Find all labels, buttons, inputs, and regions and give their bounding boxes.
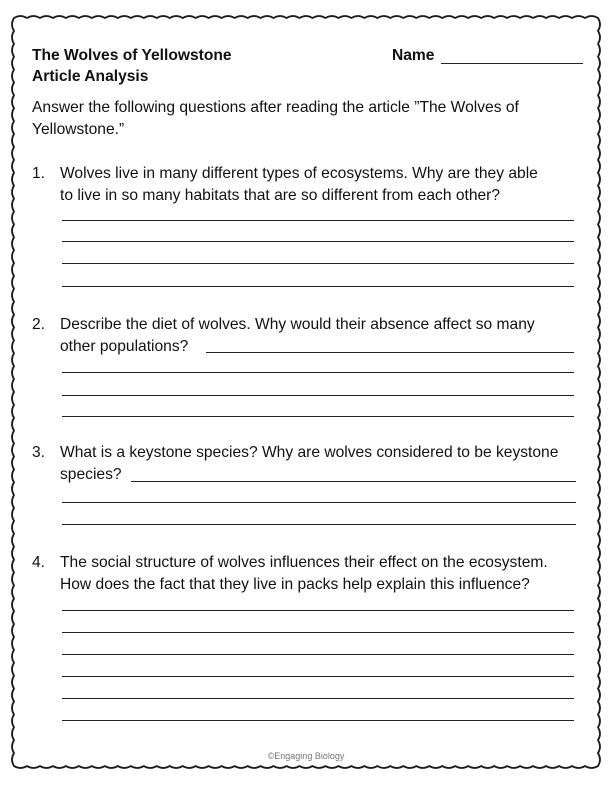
question-3-answer-line[interactable] bbox=[62, 524, 576, 525]
name-label: Name bbox=[392, 47, 435, 64]
question-4-answer-line[interactable] bbox=[62, 632, 574, 633]
question-4-answer-line[interactable] bbox=[62, 720, 574, 721]
question-3-text-line-1: What is a keystone species? Why are wolves considered to be keystone bbox=[60, 444, 559, 461]
worksheet-subtitle: Article Analysis bbox=[32, 68, 149, 85]
worksheet-title: The Wolves of Yellowstone bbox=[32, 47, 232, 64]
question-3-text-line-2: species? bbox=[60, 466, 122, 483]
question-3-inline-answer-line[interactable] bbox=[131, 481, 576, 482]
question-1-text-line-1: Wolves live in many different types of ecosystems. Why are they able bbox=[60, 165, 538, 182]
question-4-text-line-1: The social structure of wolves influences their effect on the ecosystem. bbox=[60, 554, 548, 571]
question-2-text-line-2: other populations? bbox=[60, 338, 189, 355]
question-1-answer-line[interactable] bbox=[62, 241, 574, 242]
question-1-text-line-2: to live in so many habitats that are so different from each other? bbox=[60, 187, 501, 204]
question-3-answer-line[interactable] bbox=[62, 502, 576, 503]
question-4-answer-line[interactable] bbox=[62, 698, 574, 699]
question-1-answer-line[interactable] bbox=[62, 286, 574, 287]
instructions-line-2: Yellowstone.” bbox=[32, 121, 125, 138]
question-2-number: 2. bbox=[32, 316, 46, 333]
question-1-answer-line[interactable] bbox=[62, 263, 574, 264]
name-blank-line[interactable] bbox=[441, 63, 583, 64]
question-4-answer-line[interactable] bbox=[62, 654, 574, 655]
instructions-line-1: Answer the following questions after reading the article ”The Wolves of bbox=[32, 99, 519, 116]
question-1-answer-line[interactable] bbox=[62, 220, 574, 221]
question-1-number: 1. bbox=[32, 165, 46, 182]
question-4-answer-line[interactable] bbox=[62, 676, 574, 677]
question-2-answer-line[interactable] bbox=[62, 372, 574, 373]
question-2-inline-answer-line[interactable] bbox=[206, 352, 574, 353]
question-2-text-line-1: Describe the diet of wolves. Why would their absence affect so many bbox=[60, 316, 535, 333]
question-4-number: 4. bbox=[32, 554, 46, 571]
question-4-answer-line[interactable] bbox=[62, 610, 574, 611]
copyright-footer: ©Engaging Biology bbox=[267, 751, 345, 761]
question-3-number: 3. bbox=[32, 444, 46, 461]
question-4-text-line-2: How does the fact that they live in packs help explain this influence? bbox=[60, 576, 530, 593]
question-2-answer-line[interactable] bbox=[62, 395, 574, 396]
question-2-answer-line[interactable] bbox=[62, 416, 574, 417]
